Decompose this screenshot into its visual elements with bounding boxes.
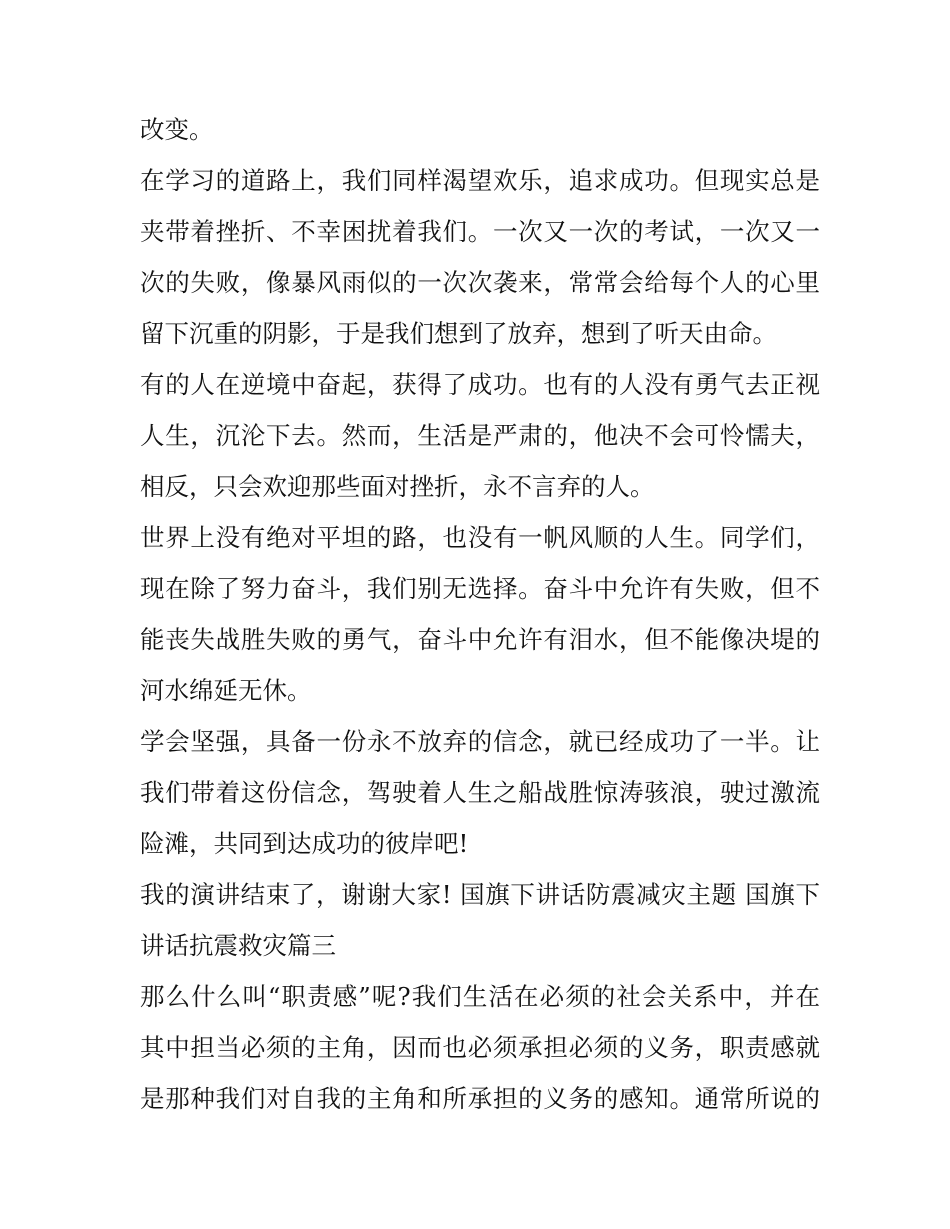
text-line: 次的失败，像暴风雨似的一次次袭来，常常会给每个人的心里 [140,268,820,297]
text-line: 我们带着这份信念，驾驶着人生之船战胜惊涛骇浪，驶过激流 [140,778,820,807]
text-line: 夹带着挫折、不幸困扰着我们。一次又一次的考试，一次又一 [140,217,820,246]
text-line: 能丧失战胜失败的勇气，奋斗中允许有泪水，但不能像决堤的 [140,625,820,654]
text-line: 相反，只会欢迎那些面对挫折，永不言弃的人。 [140,472,655,501]
text-line: 现在除了努力奋斗，我们别无选择。奋斗中允许有失败，但不 [140,574,820,603]
text-line: 有的人在逆境中奋起，获得了成功。也有的人没有勇气去正视 [140,370,820,399]
text-line: 是那种我们对自我的主角和所承担的义务的感知。通常所说的 [140,1084,820,1113]
text-line: 在学习的道路上，我们同样渴望欢乐，追求成功。但现实总是 [140,166,820,195]
text-line: 留下沉重的阴影，于是我们想到了放弃，想到了听天由命。 [140,319,777,348]
text-line: 我的演讲结束了，谢谢大家! 国旗下讲话防震减灾主题 国旗下 [140,880,820,909]
text-line: 那么什么叫“职责感”呢?我们生活在必须的社会关系中，并在 [140,982,820,1011]
text-line: 讲话抗震救灾篇三 [140,931,336,960]
text-line: 学会坚强，具备一份永不放弃的信念，就已经成功了一半。让 [140,727,820,756]
text-line: 世界上没有绝对平坦的路，也没有一帆风顺的人生。同学们， [140,523,820,552]
text-line: 改变。 [140,115,214,144]
text-line: 险滩，共同到达成功的彼岸吧! [140,829,469,858]
text-line: 河水绵延无休。 [140,676,312,705]
text-line: 人生，沉沦下去。然而，生活是严肃的，他决不会可怜懦夫， [140,421,820,450]
text-line: 其中担当必须的主角，因而也必须承担必须的义务，职责感就 [140,1033,820,1062]
